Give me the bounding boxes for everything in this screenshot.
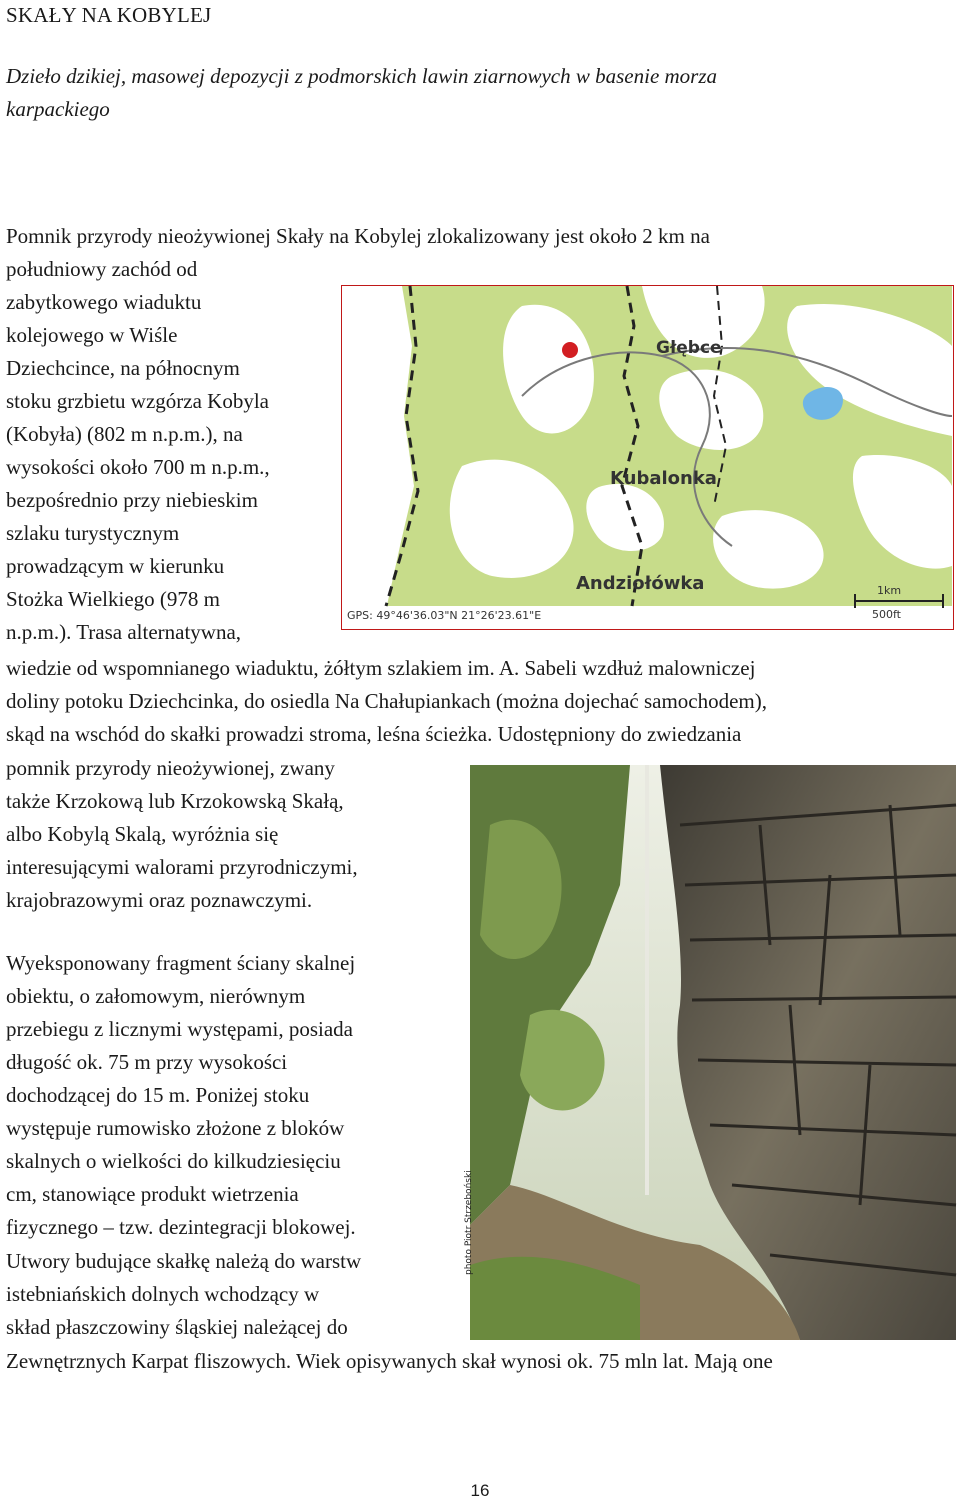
body-line: Zewnętrznych Karpat fliszowych. Wiek opisywanych skał wynosi ok. 75 mln lat. Mają one	[6, 1349, 773, 1373]
body-line: Dziechcince, na północnym	[6, 356, 240, 380]
body-line: Utwory budujące skałkę należą do warstw	[6, 1249, 362, 1273]
body-line: Wyeksponowany fragment ściany skalnej	[6, 951, 356, 975]
page-number: 16	[470, 1481, 490, 1500]
map-label-andziolowka: Andziołówka	[576, 573, 705, 594]
body-line: skalnych o wielkości do kilkudziesięciu	[6, 1149, 341, 1173]
map-scale-top: 1km	[877, 584, 902, 597]
body-line: szlaku turystycznym	[6, 521, 180, 545]
body-line: długość ok. 75 m przy wysokości	[6, 1050, 288, 1074]
body-line: interesującymi walorami przyrodniczymi,	[6, 855, 358, 879]
map-scale-tick	[942, 594, 944, 608]
body-line: prowadzącym w kierunku	[6, 554, 225, 578]
body-line: n.p.m.). Trasa alternatywna,	[6, 620, 242, 644]
map-label-glebce: Głębce	[656, 338, 722, 358]
body-line: południowy zachód od	[6, 257, 198, 281]
body-line: wysokości około 700 m n.p.m.,	[6, 455, 270, 479]
map-label-kubalonka: Kubalonka	[610, 468, 717, 489]
page-title: SKAŁY NA KOBYLEJ	[6, 3, 212, 27]
body-line: występuje rumowisko złożone z bloków	[6, 1116, 345, 1140]
body-line: stoku grzbietu wzgórza Kobyla	[6, 389, 270, 413]
map-scale-bar	[854, 600, 944, 602]
body-line: (Kobyła) (802 m n.p.m.), na	[6, 422, 243, 446]
body-line: fizycznego – tzw. dezintegracji blokowej.	[6, 1215, 356, 1239]
body-line: Pomnik przyrody nieożywionej Skały na Kobylej zlokalizowany jest około 2 km na	[6, 224, 710, 248]
body-line: kolejowego w Wiśle	[6, 323, 178, 347]
photo-credit: photo Piotr Strzeboński	[464, 1170, 474, 1275]
map-scale-bottom: 500ft	[872, 608, 901, 621]
subtitle-line: karpackiego	[6, 97, 110, 121]
body-line: skąd na wschód do skałki prowadzi stroma, leśna ścieżka. Udostępniony do zwiedzania	[6, 722, 742, 746]
photo-graphic	[470, 765, 956, 1340]
body-line: albo Kobylą Skalą, wyróżnia się	[6, 822, 279, 846]
birch-trunk	[645, 765, 649, 1195]
body-line: krajobrazowymi oraz poznawczymi.	[6, 888, 313, 912]
body-line: przebiegu z licznymi występami, posiada	[6, 1017, 353, 1041]
body-line: doliny potoku Dziechcinka, do osiedla Na Chałupiankach (można dojechać samochodem),	[6, 689, 768, 713]
location-map	[341, 285, 954, 630]
body-line: skład płaszczowiny śląskiej należącej do	[6, 1315, 348, 1339]
body-line: wiedzie od wspomnianego wiaduktu, żółtym szlakiem im. A. Sabeli wzdłuż malowniczej	[6, 656, 756, 680]
map-gps-coordinates: GPS: 49°46'36.03"N 21°26'23.61"E	[347, 609, 542, 622]
body-line: bezpośrednio przy niebieskim	[6, 488, 258, 512]
body-line: także Krzokową lub Krzokowską Skałą,	[6, 789, 344, 813]
body-line: pomnik przyrody nieożywionej, zwany	[6, 756, 335, 780]
location-marker-icon	[562, 342, 578, 358]
body-line: obiektu, o załomowym, nierównym	[6, 984, 306, 1008]
body-line: istebniańskich dolnych wchodzący w	[6, 1282, 320, 1306]
map-scale-tick	[854, 594, 856, 608]
body-line: dochodzącej do 15 m. Poniżej stoku	[6, 1083, 310, 1107]
subtitle-line: Dzieło dzikiej, masowej depozycji z podmorskich lawin ziarnowych w basenie morza	[6, 64, 718, 88]
body-line: Stożka Wielkiego (978 m	[6, 587, 220, 611]
body-line: zabytkowego wiaduktu	[6, 290, 202, 314]
body-line: cm, stanowiące produkt wietrzenia	[6, 1182, 299, 1206]
rock-wall-photo	[464, 765, 956, 1340]
